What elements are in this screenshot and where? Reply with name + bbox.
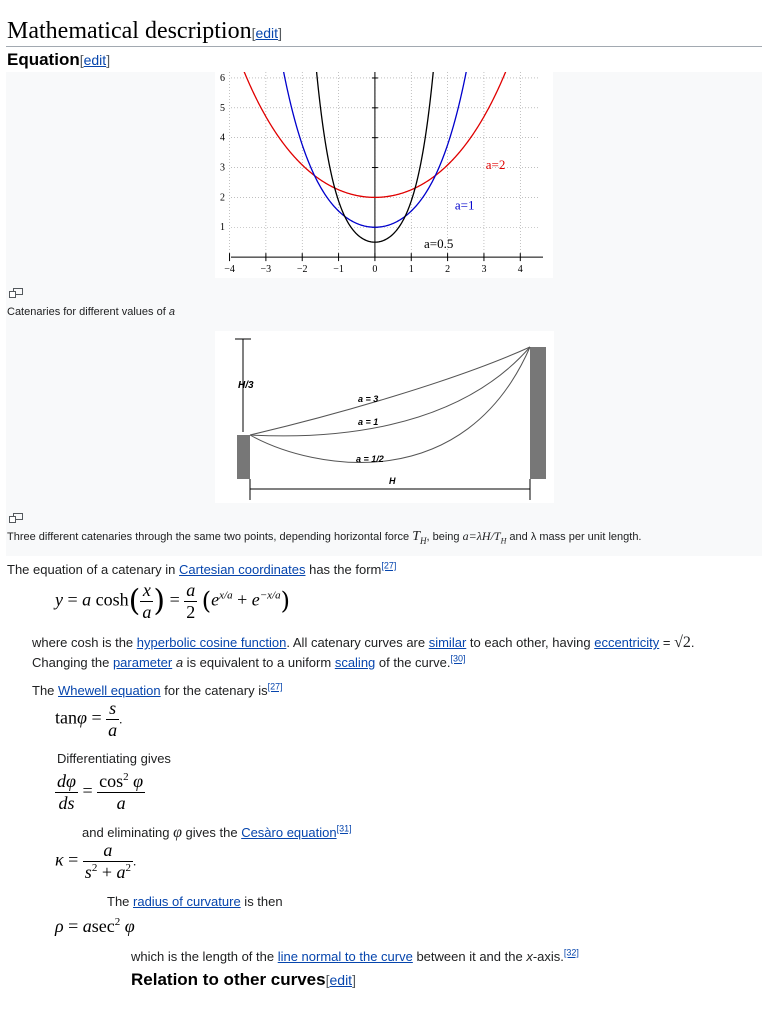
x-tick-label: −2 xyxy=(296,264,308,276)
p8-var-x: x xyxy=(526,949,533,964)
y-tick-label: 3 xyxy=(220,162,225,174)
figure1-caption-var: a xyxy=(168,306,175,318)
three-catenaries-diagram[interactable] xyxy=(215,331,554,503)
a-formula xyxy=(462,529,507,546)
whewell-equation: tanφ = $\frac{s}{a}$ . xyxy=(55,698,123,740)
p6-text1: and eliminating xyxy=(82,825,174,840)
paragraph-differentiating: Differentiating gives xyxy=(57,751,171,766)
h3-label: H/3 xyxy=(238,380,254,391)
a-formula-sub: H xyxy=(500,536,507,546)
p4-text2: for the catenary is xyxy=(160,683,268,698)
th-letter: T xyxy=(412,529,421,544)
label-ahalf: a = 1/2 xyxy=(356,454,384,464)
th-sub: H xyxy=(420,535,427,546)
y-tick-label: 6 xyxy=(220,72,225,84)
left-post xyxy=(237,435,250,479)
link-hyperbolic-cosine[interactable]: hyperbolic cosine function xyxy=(136,635,287,650)
series-label-a=2: a=2 xyxy=(485,157,506,173)
paragraph-radius xyxy=(107,894,283,909)
figure2-caption-mid: , being xyxy=(426,531,463,543)
section-heading xyxy=(7,18,282,45)
paragraph-normal-line xyxy=(131,949,579,964)
figure2-caption xyxy=(7,529,642,546)
x-tick-label: −4 xyxy=(224,264,235,276)
p2-text1: where cosh is the xyxy=(32,635,137,650)
catenary-chart[interactable] xyxy=(215,72,553,278)
series-label-a=1: a=1 xyxy=(454,197,475,213)
subsection2-edit-link[interactable]: [edit] xyxy=(325,972,356,988)
p7-text1: The xyxy=(107,894,134,909)
subsection2-title: Relation to other curves xyxy=(131,970,326,989)
subsection-heading xyxy=(7,50,110,70)
label-a1: a = 1 xyxy=(358,417,379,427)
paragraph-parameter xyxy=(32,655,465,670)
ref-27b[interactable]: [27] xyxy=(267,681,283,692)
p3-var-a: a xyxy=(175,655,184,670)
paragraph-whewell xyxy=(32,683,283,698)
figure1-caption xyxy=(7,306,175,318)
p2-text6: . xyxy=(690,635,695,650)
section-heading-rule xyxy=(6,46,762,47)
subsection2-heading xyxy=(131,970,356,990)
paragraph-cosh xyxy=(32,634,694,652)
magnify-icon[interactable] xyxy=(9,288,23,298)
link-eccentricity[interactable]: eccentricity xyxy=(594,635,660,650)
x-tick-label: 1 xyxy=(408,264,414,276)
derivative-equation: $\frac{d\varphi}{ds}$ = $\frac{\cos^2 \varphi}{a}$ xyxy=(57,771,144,813)
x-tick-label: 4 xyxy=(517,264,523,276)
x-tick-label: 3 xyxy=(481,264,487,276)
p2-text2: . All catenary curves are xyxy=(286,635,429,650)
subsection-title: Equation xyxy=(7,50,80,69)
p3-text4: of the curve. xyxy=(375,655,451,670)
a-formula-text: a=λH/T xyxy=(462,529,501,543)
cesaro-equation: κ = $\frac{a}{s^2 + a^2}$ . xyxy=(55,840,137,882)
link-line-normal[interactable]: line normal to the curve xyxy=(277,949,413,964)
p3-text3: is equivalent to a uniform xyxy=(183,655,335,670)
p8-text2: between it and the xyxy=(412,949,527,964)
p8-text1: which is the length of the xyxy=(131,949,278,964)
y-tick-label: 1 xyxy=(220,222,225,234)
right-post xyxy=(530,347,546,479)
ref-32[interactable]: [32] xyxy=(563,947,579,958)
p1-text: The equation of a catenary in xyxy=(7,562,180,577)
p4-text1: The xyxy=(32,683,59,698)
subsection-edit-text[interactable]: edit xyxy=(83,52,107,68)
section-title: Mathematical description xyxy=(7,18,252,44)
x-tick-label: −1 xyxy=(333,264,344,276)
link-cesaro-equation[interactable]: Cesàro equation xyxy=(241,825,337,840)
paragraph-cartesian xyxy=(7,562,396,577)
link-radius-of-curvature[interactable]: radius of curvature xyxy=(133,894,241,909)
section-edit-link[interactable]: [edit] xyxy=(251,25,282,41)
p7-text2: is then xyxy=(240,894,283,909)
link-cartesian-coordinates[interactable]: Cartesian coordinates xyxy=(179,562,306,577)
p8-text3: -axis. xyxy=(532,949,564,964)
radius-equation: ρ = asec$^2$ φ xyxy=(55,916,135,936)
x-tick-label: 2 xyxy=(445,264,451,276)
link-whewell-equation[interactable]: Whewell equation xyxy=(58,683,161,698)
diagram-background xyxy=(215,331,554,503)
p6-text2: gives the xyxy=(181,825,242,840)
p2-text3: to each other, having xyxy=(466,635,595,650)
h-label: H xyxy=(389,476,396,486)
phi-symbol: φ xyxy=(173,824,182,841)
link-similar[interactable]: similar xyxy=(428,635,467,650)
subsection2-edit-text[interactable]: edit xyxy=(329,972,353,988)
catenary-equation: y = a cosh( $\frac{x}{a}$ ) = $\frac{a}{2}$ $(e^{x/a} + e^{-x/a})$ xyxy=(55,580,290,622)
ref-30[interactable]: [30] xyxy=(450,653,466,664)
figure1-caption-text: Catenaries for different values of xyxy=(7,306,169,318)
ref-27[interactable]: [27] xyxy=(381,560,397,571)
x-tick-label: 0 xyxy=(372,264,378,276)
figure2-caption-text: Three different catenaries through the same two points, depending horizontal force xyxy=(7,531,413,543)
sqrt2-value: √2 xyxy=(674,634,691,651)
figure2-caption-post: and λ mass per unit length. xyxy=(506,531,642,543)
p2-text4: = xyxy=(659,635,675,650)
subsection-edit-link[interactable]: [edit] xyxy=(79,52,111,68)
y-tick-label: 5 xyxy=(220,102,225,114)
th-symbol xyxy=(412,529,426,544)
ref-31[interactable]: [31] xyxy=(336,823,352,834)
series-label-a=0.5: a=0.5 xyxy=(423,236,454,252)
label-a3: a = 3 xyxy=(358,394,379,404)
p3-text1: Changing the xyxy=(32,655,113,670)
link-parameter[interactable]: parameter xyxy=(112,655,173,670)
p1-text2: has the form xyxy=(305,562,382,577)
x-tick-label: −3 xyxy=(260,264,272,276)
y-tick-label: 4 xyxy=(220,132,225,144)
y-tick-label: 2 xyxy=(220,192,225,204)
link-scaling[interactable]: scaling xyxy=(334,655,376,670)
magnify-icon[interactable] xyxy=(9,513,23,523)
section-edit-text[interactable]: edit xyxy=(255,25,279,41)
